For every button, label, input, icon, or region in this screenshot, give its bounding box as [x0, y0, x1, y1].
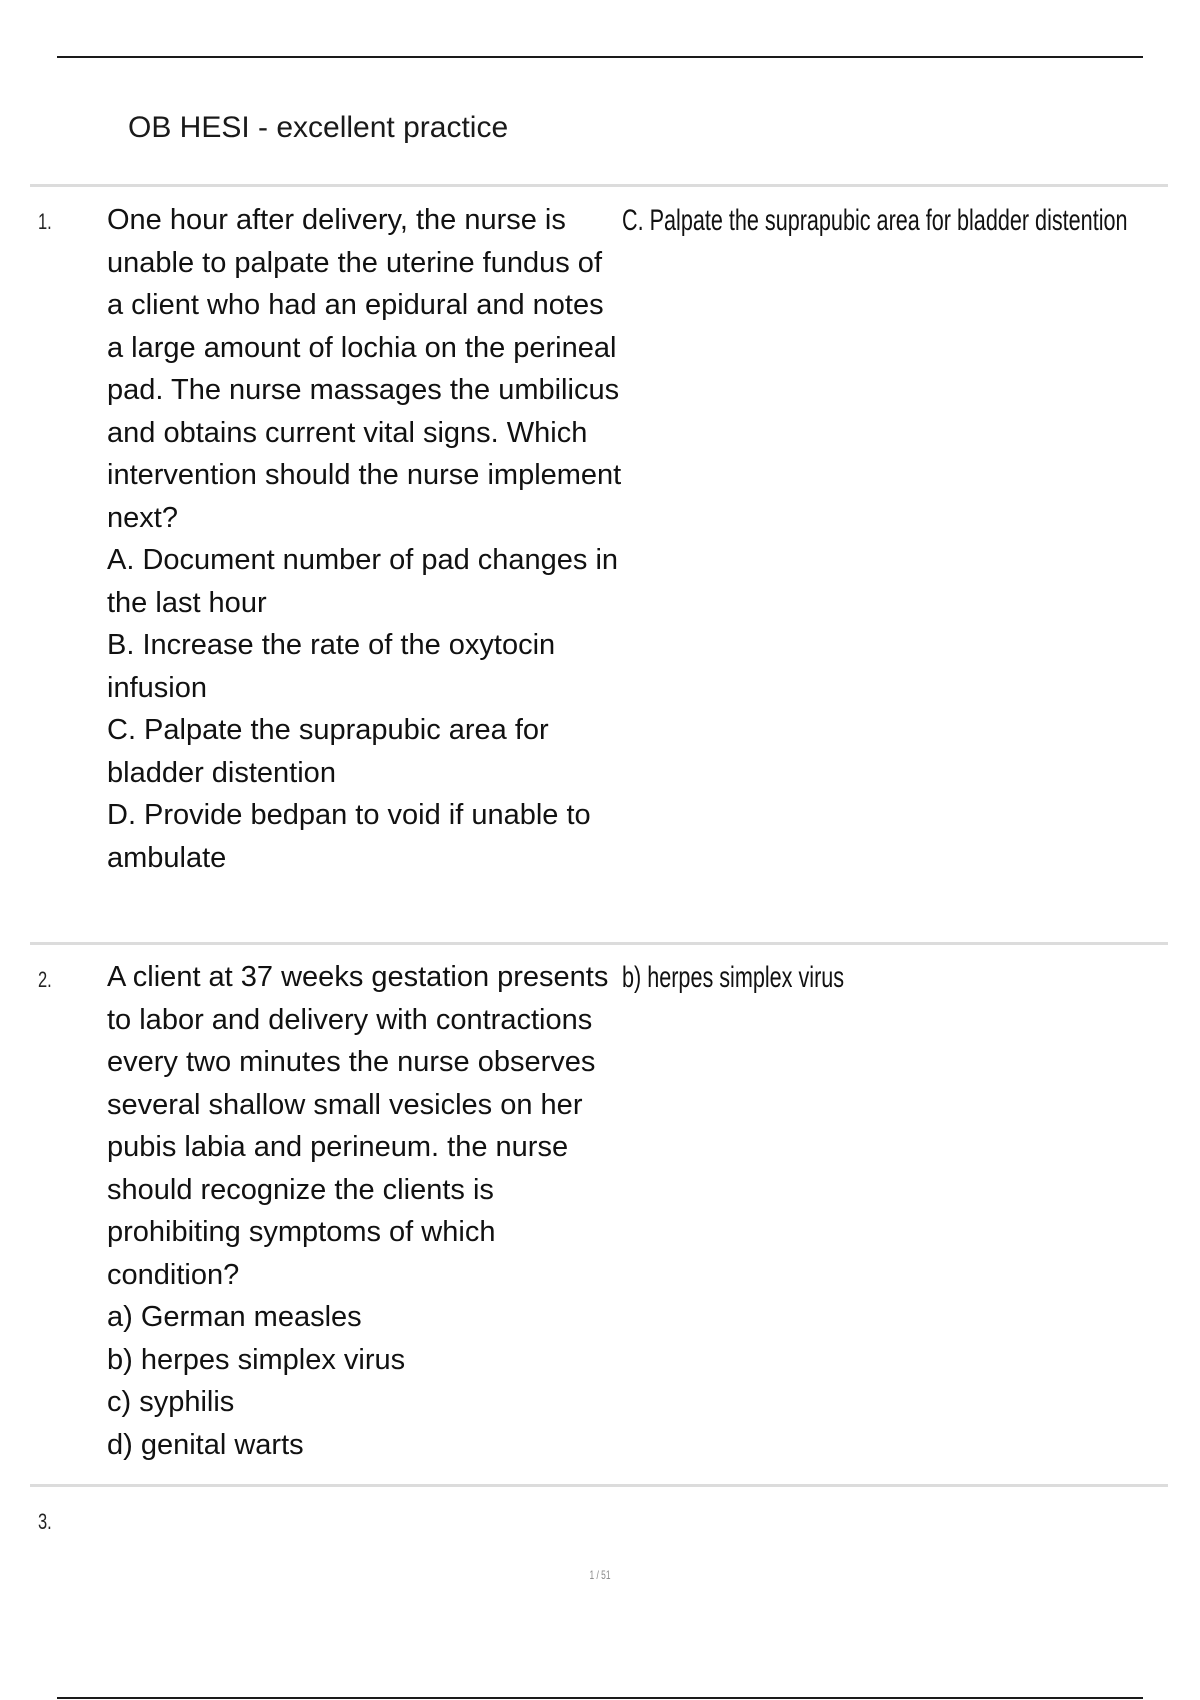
option-b: b) herpes simplex virus — [107, 1343, 406, 1376]
option-b: B. Increase the rate of the oxytocin infusion — [107, 629, 556, 704]
option-list — [107, 539, 622, 879]
divider — [30, 1484, 1168, 1487]
option-d: D. Provide bedpan to void if unable to ambulate — [107, 799, 591, 874]
question-2 — [107, 956, 622, 1466]
top-rule — [57, 56, 1143, 58]
option-a: a) German measles — [107, 1301, 362, 1333]
option-c: C. Palpate the suprapubic area for bladder distention — [107, 714, 549, 789]
question-number: 1. — [38, 209, 52, 234]
question-1 — [107, 199, 622, 879]
answer-1: C. Palpate the suprapubic area for bladder distention — [622, 204, 1128, 237]
question-stem: A client at 37 weeks gestation presents to labor and delivery with contractions every two minutes the nurse observes several shallow small vesicles on her pubis labia and perineum. the nurse should recognize the clients is prohibiting symptoms of which condition? — [107, 961, 609, 1291]
question-number: 2. — [38, 967, 52, 992]
divider — [30, 184, 1168, 187]
option-list — [107, 1296, 622, 1466]
divider — [30, 942, 1168, 945]
bottom-rule — [57, 1697, 1143, 1699]
option-d: d) genital warts — [107, 1428, 304, 1461]
option-c: c) syphilis — [107, 1386, 235, 1418]
question-number: 3. — [38, 1509, 52, 1534]
option-a: A. Document number of pad changes in the last hour — [107, 544, 619, 619]
page-indicator: 1 / 51 — [589, 1568, 611, 1582]
document-title: OB HESI - excellent practice — [128, 111, 509, 144]
answer-2: b) herpes simplex virus — [622, 961, 845, 994]
question-stem: One hour after delivery, the nurse is unable to palpate the uterine fundus of a client who had an epidural and notes a large amount of lochia on the perineal pad. The nurse massages the umbilicus and obtains current vital signs. Which intervention should the nurse implement next? — [107, 204, 622, 534]
